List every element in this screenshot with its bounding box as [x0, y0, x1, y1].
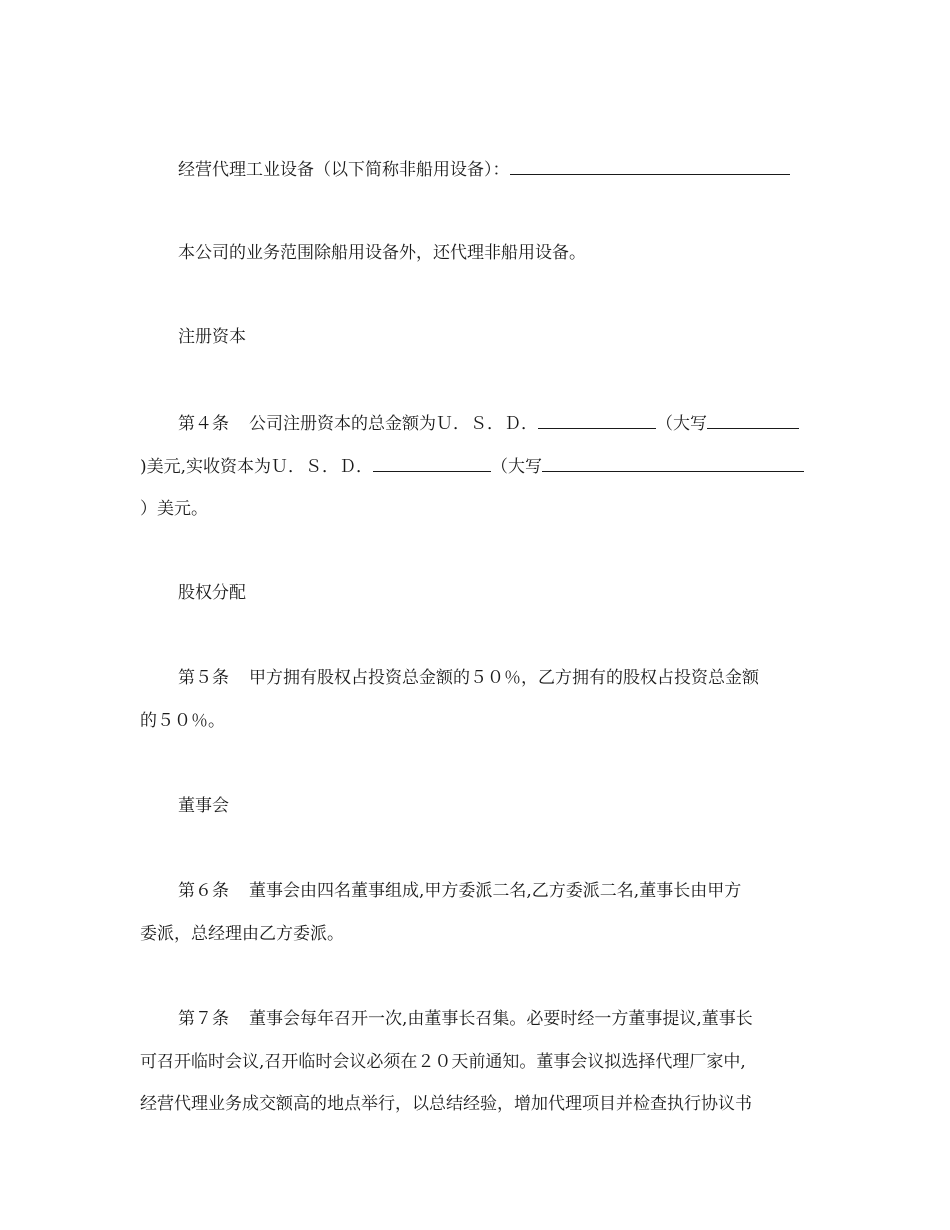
article-7-line-3: [140, 1091, 812, 1117]
article-4-text-5: ）美元。: [140, 499, 208, 519]
article-4-text-3: )美元,实收资本为Ｕ．Ｓ．Ｄ．: [140, 457, 374, 477]
registered-capital-heading-text: 注册资本: [178, 327, 246, 347]
article-6-text-1: 董事会由四名董事组成,甲方委派二名,乙方委派二名,董事长由甲方: [249, 881, 742, 901]
article-7-text-2: 可召开临时会议,召开临时会议必须在２０天前通知。董事会议拟选择代理厂家中,: [140, 1052, 746, 1072]
article-5-text-1: 甲方拥有股权占投资总金额的５０％，乙方拥有的股权占投资总金额: [249, 668, 759, 688]
industrial-equipment-blank: [510, 156, 790, 175]
article-4-line-3: [140, 496, 812, 522]
equity-heading-text: 股权分配: [178, 583, 246, 603]
article-6-line-1: [178, 878, 812, 904]
article-5-line-1: [178, 665, 812, 691]
article-4-line-1: [178, 410, 812, 436]
article-4-text-2: （大写: [656, 414, 707, 434]
article-4-blank-total: [538, 410, 656, 429]
heading-equity-distribution: [178, 580, 812, 606]
board-heading-text: 董事会: [178, 796, 229, 816]
article-4-blank-paid: [373, 453, 491, 472]
paragraph-business-scope: [178, 240, 812, 266]
paragraph-industrial-equipment: [178, 156, 812, 182]
article-4-text-1: 公司注册资本的总金额为Ｕ．Ｓ．Ｄ．: [249, 414, 538, 434]
article-6-text-2: 委派，总经理由乙方委派。: [140, 924, 344, 944]
article-4-blank-total-words: [707, 410, 799, 429]
industrial-equipment-text: 经营代理工业设备（以下简称非船用设备）：: [178, 160, 510, 180]
business-scope-text: 本公司的业务范围除船用设备外，还代理非船用设备。: [178, 243, 586, 263]
article-7-number: 第７条: [178, 1009, 229, 1029]
article-7-text-3: 经营代理业务成交额高的地点举行，以总结经验，增加代理项目并检查执行协议书: [140, 1094, 752, 1114]
article-7-text-1: 董事会每年召开一次,由董事长召集。必要时经一方董事提议,董事长: [249, 1009, 753, 1029]
article-5-number: 第５条: [178, 668, 229, 688]
article-6-number: 第６条: [178, 881, 229, 901]
article-4-text-4: （大写: [491, 457, 543, 477]
article-6-line-2: [140, 921, 812, 947]
article-4-number: 第４条: [178, 414, 229, 434]
heading-board: [178, 793, 812, 819]
article-4-line-2: [140, 453, 812, 479]
heading-registered-capital: [178, 324, 812, 350]
article-7-line-2: [140, 1049, 812, 1075]
article-7-line-1: [178, 1006, 812, 1032]
article-5-line-2: [140, 708, 812, 734]
article-4-blank-paid-words: [542, 453, 804, 472]
article-5-text-2: 的５０％。: [140, 711, 225, 731]
